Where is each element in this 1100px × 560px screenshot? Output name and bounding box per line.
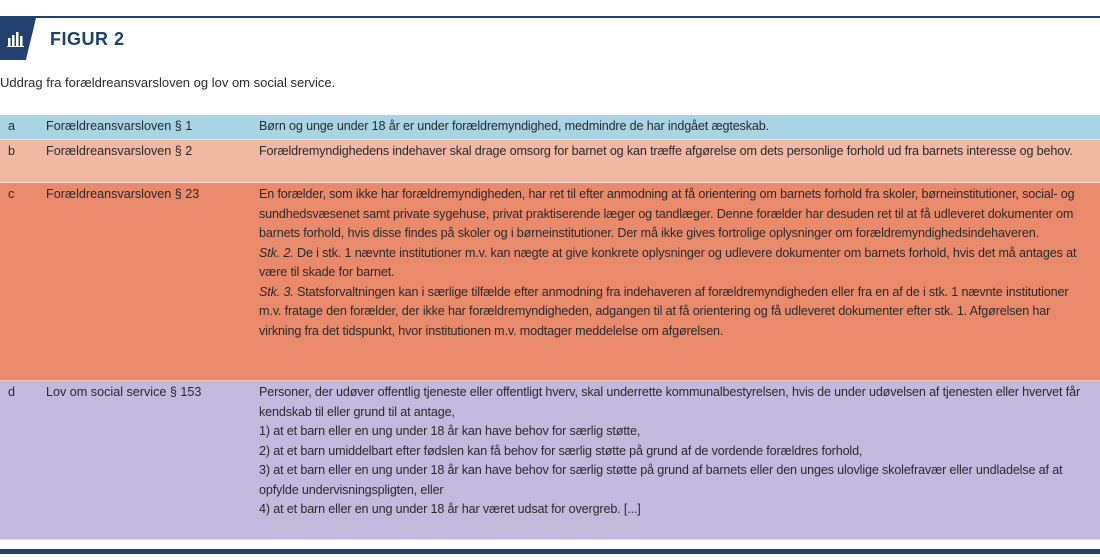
bottom-rule: [0, 549, 1100, 554]
row-law: Forældreansvarsloven § 23: [46, 187, 200, 201]
list-item: 4) at et barn eller en ung under 18 år har været udsat for overgreb. [...]: [259, 502, 641, 516]
bar-chart-icon: [0, 18, 36, 60]
law-table: [0, 115, 1100, 540]
list-item: 2) at et barn umiddelbart efter fødslen kan få behov for særlig støtte på grund af de vordende forældres forhold,: [259, 443, 863, 458]
row-text: [259, 140, 1089, 182]
figure-title: FIGUR 2: [50, 29, 125, 49]
row-text: [259, 115, 1089, 139]
stk-3-paragraph: [259, 283, 1089, 342]
stk-3-text: Statsforvaltningen kan i særlige tilfælde efter anmodning fra indehaveren af forældremyndigheden eller fra en af de i stk. 1 nævnte institutioner m.v. fratage den forælder, der ikke har forældremyndigheden, adgangen til at få orientering og få udleveret dokumenter efter stk. 1. Afgørelsen har virkning fra det tidspunkt, hvor institutionen m.v. modtager meddelelse om afgørelsen.: [259, 284, 1069, 338]
figure-intro: Uddrag fra forældreansvarsloven og lov om social service.: [0, 75, 336, 90]
table-row: [0, 381, 1100, 540]
row-letter: c: [8, 187, 15, 201]
row-letter: b: [8, 144, 16, 158]
table-row: [0, 183, 1100, 381]
stk-2-text: De i stk. 1 nævnte institutioner m.v. kan nægte at give konkrete oplysninger og udlevere dokumenter om barnets forhold, hvis det må antages at være til skade for barnet.: [259, 245, 1077, 279]
stk-2-label: Stk. 2.: [259, 245, 294, 260]
row-paragraph: Forældremyndighedens indehaver skal drage omsorg for barnet og kan træffe afgørelse om dets personlige forhold ud fra barnets interesse og behov.: [259, 144, 1073, 158]
row-paragraph: Personer, der udøver offentlig tjeneste eller offentligt hverv, skal underrette kommunalbestyrelsen, hvis de under udøvelsen af tjenesten eller hvervet får kendskab til eller grund til at antage,: [259, 385, 1080, 419]
row-paragraph: Børn og unge under 18 år er under forældremyndighed, medmindre de har indgået ægteskab.: [259, 119, 769, 133]
row-letter: a: [8, 119, 16, 133]
row-law: Forældreansvarsloven § 1: [46, 119, 193, 133]
row-letter: d: [8, 385, 16, 399]
stk-2-paragraph: [259, 244, 1089, 283]
table-row: [0, 115, 1100, 140]
row-text: [259, 183, 1089, 380]
table-row: [0, 140, 1100, 183]
row-text: [259, 381, 1089, 539]
row-law: Lov om social service § 153: [46, 385, 202, 399]
list-item: 3) at et barn eller en ung under 18 år kan have behov for særlig støtte på grund af barnets eller den unges ulovlige skolefravær eller undladelse af at opfylde undervisningspligten, eller: [259, 463, 1063, 497]
list-item: 1) at et barn eller en ung under 18 år kan have behov for særlig støtte,: [259, 424, 641, 438]
figure-header: [0, 18, 1100, 60]
row-law: Forældreansvarsloven § 2: [46, 144, 193, 158]
stk-3-label: Stk. 3.: [259, 284, 294, 299]
row-paragraph: En forælder, som ikke har forældremyndigheden, har ret til efter anmodning at få orientering om barnets forhold fra skoler, børneinstitutioner, social- og sundhedsvæsenet samt private sygehuse, privat praktiserende læger og tandlæger. Denne forælder har desuden ret til at få udleveret dokumenter om barnets forhold, hvis disse findes på skoler og i børneinstitutioner. Der må ikke gives fortrolige oplysninger om forældremyndighedsindehaveren.: [259, 187, 1075, 240]
